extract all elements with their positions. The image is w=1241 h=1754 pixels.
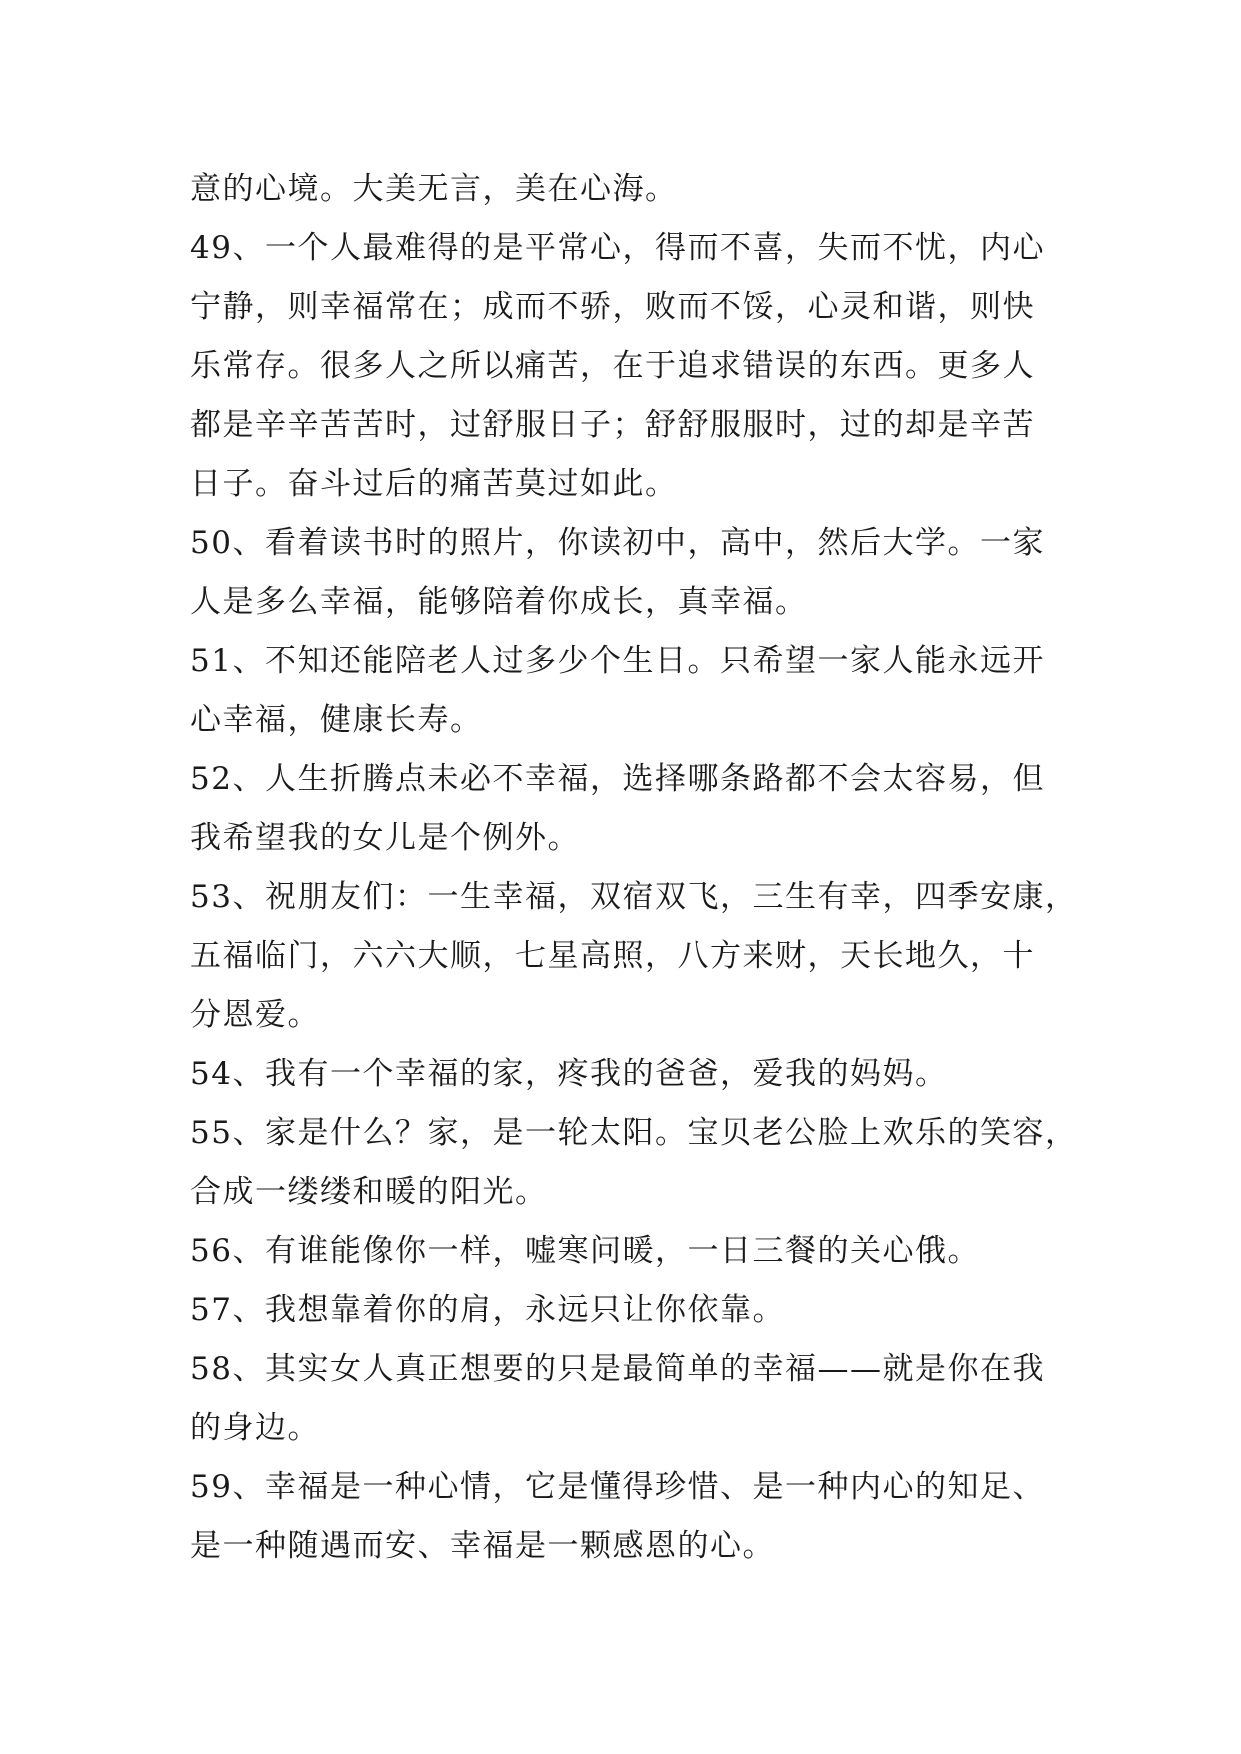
paragraph-51 [190, 632, 1070, 750]
text-line: 宁静，则幸福常在；成而不骄，败而不馁，心灵和谐，则快 [190, 289, 1035, 325]
paragraph-intro [190, 160, 1070, 219]
text-line: 合成一缕缕和暖的阳光。 [190, 1174, 548, 1210]
text-line: 我希望我的女儿是个例外。 [190, 820, 580, 856]
text-line: 55、家是什么？家，是一轮太阳。宝贝老公脸上欢乐的笑容， [190, 1115, 1078, 1151]
text-line: 乐常存。很多人之所以痛苦，在于追求错误的东西。更多人 [190, 348, 1035, 384]
text-line: 是一种随遇而安、幸福是一颗感恩的心。 [190, 1528, 775, 1564]
text-line: 人是多么幸福，能够陪着你成长，真幸福。 [190, 584, 808, 620]
text-line: 52、人生折腾点未必不幸福，选择哪条路都不会太容易，但 [190, 761, 1045, 797]
paragraph-50 [190, 514, 1070, 632]
text-line: 51、不知还能陪老人过多少个生日。只希望一家人能永远开 [190, 643, 1045, 679]
text-line: 57、我想靠着你的肩，永远只让你依靠。 [190, 1292, 785, 1328]
text-line: 53、祝朋友们：一生幸福，双宿双飞，三生有幸，四季安康， [190, 879, 1078, 915]
text-line: 日子。奋斗过后的痛苦莫过如此。 [190, 466, 678, 502]
text-line: 49、一个人最难得的是平常心，得而不喜，失而不忧，内心 [190, 230, 1045, 266]
text-line: 58、其实女人真正想要的只是最简单的幸福——就是你在我 [190, 1351, 1045, 1387]
paragraph-58 [190, 1340, 1070, 1458]
text-line: 五福临门，六六大顺，七星高照，八方来财，天长地久，十 [190, 938, 1035, 974]
text-line: 都是辛辛苦苦时，过舒服日子；舒舒服服时，过的却是辛苦 [190, 407, 1035, 443]
paragraph-56 [190, 1222, 1070, 1281]
paragraph-49 [190, 219, 1070, 514]
text-line: 意的心境。大美无言，美在心海。 [190, 171, 678, 207]
text-line: 50、看着读书时的照片，你读初中，高中，然后大学。一家 [190, 525, 1045, 561]
paragraph-54 [190, 1045, 1070, 1104]
text-line: 的身边。 [190, 1410, 320, 1446]
text-line: 59、幸福是一种心情，它是懂得珍惜、是一种内心的知足、 [190, 1469, 1045, 1505]
paragraph-59 [190, 1458, 1070, 1576]
paragraph-57 [190, 1281, 1070, 1340]
text-line: 54、我有一个幸福的家，疼我的爸爸，爱我的妈妈。 [190, 1056, 948, 1092]
paragraph-55 [190, 1104, 1078, 1222]
text-line: 56、有谁能像你一样，嘘寒问暖，一日三餐的关心俄。 [190, 1233, 980, 1269]
paragraph-53 [190, 868, 1078, 1045]
paragraph-52 [190, 750, 1070, 868]
text-line: 分恩爱。 [190, 997, 320, 1033]
document-body [190, 160, 1078, 1576]
text-line: 心幸福，健康长寿。 [190, 702, 483, 738]
